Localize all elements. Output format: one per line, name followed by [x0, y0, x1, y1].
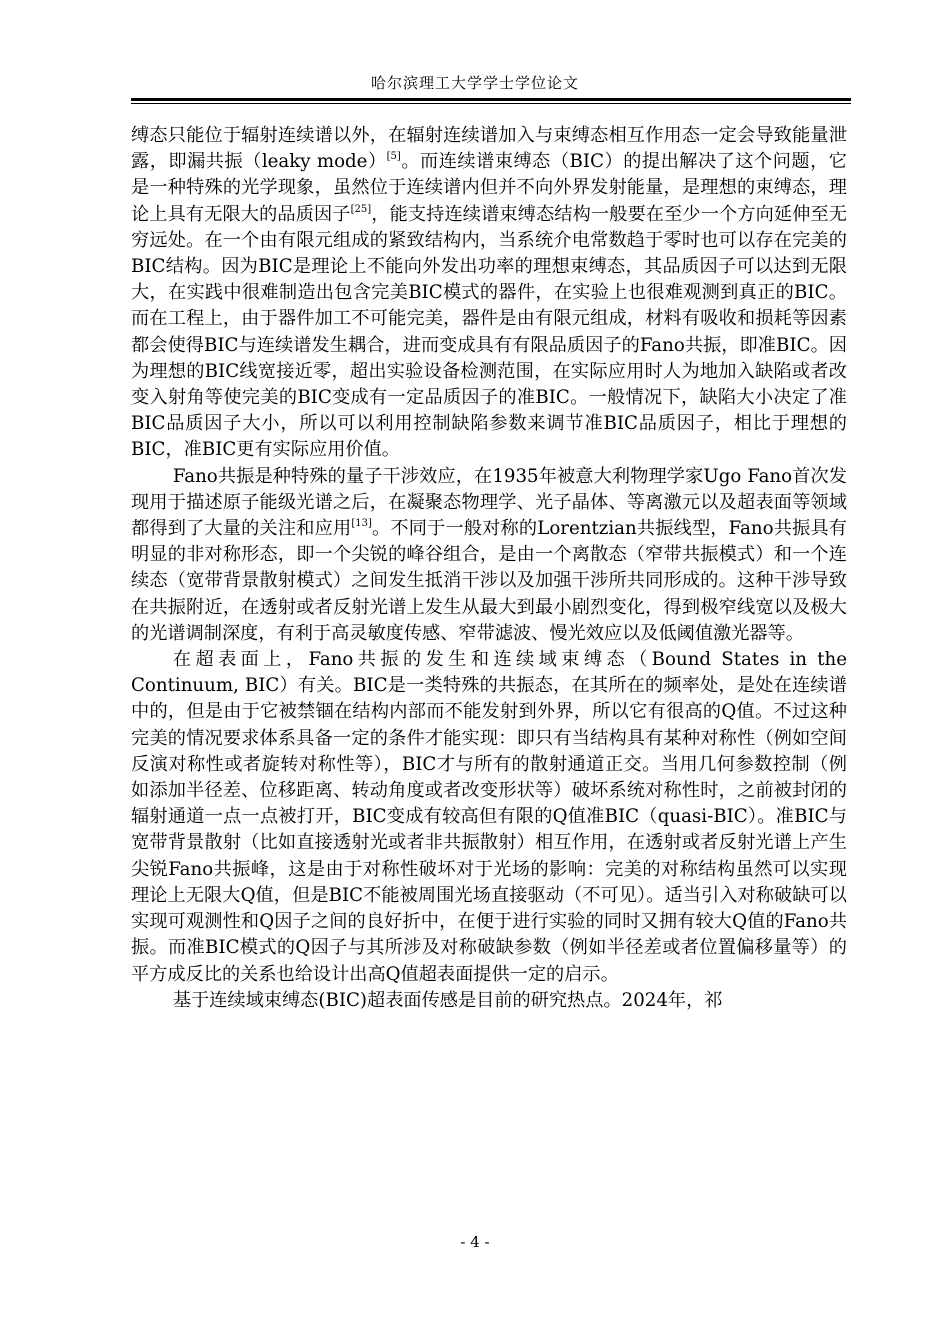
body-text [131, 123, 847, 1014]
paragraph-2 [131, 464, 847, 647]
header-rule-thick [131, 98, 851, 101]
text-run: Fano共振是种特殊的量子干涉效应，在1935年被意大利物理学家Ugo Fano首次发现用于描述原子能级光谱之后，在凝聚态物理学、光子晶体、等离激元以及超表面等领域都得到了大量的关注和应用 [131, 465, 847, 540]
citation-ref: [25] [350, 203, 372, 215]
text-run: 在超表面上，Fano共振的发生和连续域束缚态（Bound States in the Continuum, BIC）有关。BIC是一类特殊的共振态，在其所在的频率处，是处在连续谱中的，但是由于它被禁锢在结构内部而不能发射到外界，所以它有很高的Q值。不过这种完美的情况要求体系具备一定的条件才能实现：即只有当结构具有某种对称性（例如空间反演对称性或者旋转对称性等），BIC才与所有的散射通道正交。当用几何参数控制（例如添加半径差、位移距离、转动角度或者改变形状等）破坏系统对称性时，之前被封闭的辐射通道一点一点被打开，BIC变成有较高但有限的Q值准BIC（quasi-BIC）。准BIC与宽带背景散射（比如直接透射光或者非共振散射）相互作用，在透射或者反射光谱上产生尖锐Fano共振峰，这是由于对称性破坏对于光场的影响：完美的对称结构虽然可以实现理论上无限大Q值，但是BIC不能被周围光场直接驱动（不可见）。适当引入对称破缺可以实现可观测性和Q因子之间的良好折中，在便于进行实验的同时又拥有较大Q值的Fano共振。而准BIC模式的Q因子与其所涉及对称破缺参数（例如半径差或者位置偏移量等）的平方成反比的关系也给设计出高Q值超表面提供一定的启示。 [131, 649, 847, 985]
paragraph-3 [131, 647, 847, 988]
text-run: 。不同于一般对称的Lorentzian共振线型，Fano共振具有明显的非对称形态，即一个尖锐的峰谷组合，是由一个离散态（窄带共振模式）和一个连续态（宽带背景散射模式）之间发生抵消干涉以及加强干涉所共同形成的。这种干涉导致在共振附近，在透射或者反射光谱上发生从最大到最小剧烈变化，得到极窄线宽以及极大的光谱调制深度，有利于高灵敏度传感、窄带滤波、慢光效应以及低阈值激光器等。 [131, 518, 847, 644]
citation-ref: [5] [386, 151, 401, 163]
header-rule-thin [131, 103, 851, 104]
text-run: 基于连续域束缚态(BIC)超表面传感是目前的研究热点。2024年，祁 [172, 989, 723, 1011]
text-run: 。而连续谱束缚态（BIC）的提出解决了这个问题，它是一种特殊的光学现象，虽然位于连续谱内但并不向外界发射能量，是理想的束缚态，理论上具有无限大的品质因子 [131, 151, 847, 225]
text-run: 缚态只能位于辐射连续谱以外，在辐射连续谱加入与束缚态相互作用态一定会导致能量泄露，即漏共振（leaky mode） [131, 125, 847, 173]
text-run: ，能支持连续谱束缚态结构一般要在至少一个方向延伸至无穷远处。在一个由有限元组成的紧致结构内，当系统介电常数趋于零时也可以存在完美的BIC结构。因为BIC是理论上不能向外发出功率的理想束缚态，其品质因子可以达到无限大，在实践中很难制造出包含完美BIC模式的器件，在实验上也很难观测到真正的BIC。而在工程上，由于器件加工不可能完美，器件是由有限元组成，材料有吸收和损耗等因素都会使得BIC与连续谱发生耦合，进而变成具有有限品质因子的Fano共振，即准BIC。因为理想的BIC线宽接近零，超出实验设备检测范围，在实际应用时人为地加入缺陷或者改变入射角等使完美的BIC变成有一定品质因子的准BIC。一般情况下，缺陷大小决定了准BIC品质因子大小，所以可以利用控制缺陷参数来调节准BIC品质因子，相比于理想的BIC，准BIC更有实际应用价值。 [131, 203, 847, 461]
running-header-title: 哈尔滨理工大学学士学位论文 [370, 74, 579, 92]
paragraph-4 [131, 988, 847, 1014]
paragraph-1 [131, 123, 847, 464]
page-number: - 4 - [460, 1233, 490, 1251]
citation-ref: [13] [351, 518, 372, 530]
